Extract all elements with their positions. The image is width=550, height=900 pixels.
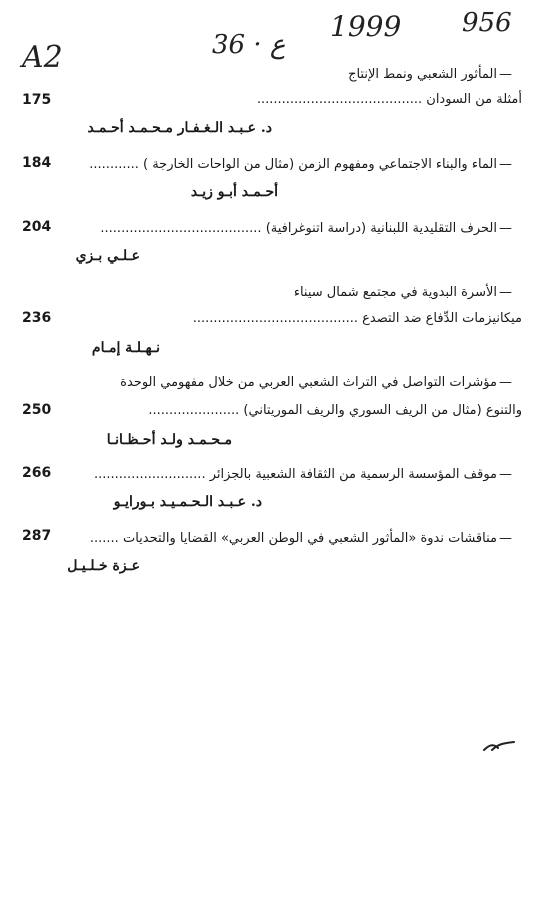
toc-entry-author: د. عـبـد الـغـفـار مـحـمـد أحـمـد [87,120,272,136]
toc-entry-title-line: — الحرف التقليدية اللبنانية (دراسة اتنوغرافية) ....................................... [100,220,512,238]
handwritten-mark-icon [482,738,516,754]
toc-page-number: 184 [22,155,52,171]
toc-page-number: 250 [22,402,52,418]
toc-entry-author: عـزة خـلـيـل [67,558,140,574]
handwritten-shelf-code: A2 [22,40,63,75]
toc-entry-title-line: ميكانيزمات الدِّفاع ضد التصدع ........................................ [192,311,522,326]
toc-entry-author: أحـمـد أبـو زيـد [190,184,278,200]
toc-page-number: 175 [22,92,52,108]
toc-entry-title-line: — موقف المؤسسة الرسمية من الثقافة الشعبية بالجزائر ........................... [94,466,512,484]
toc-entry-title-line: والتنوع (مثال من الريف السوري والريف الموريتاني) ...................... [148,403,522,418]
toc-entry-title-line: — مناقشات ندوة «المأثور الشعبي في الوطن العربي» القضايا والتحديات ....... [90,530,512,548]
handwritten-number: 956 [462,8,512,38]
toc-page-number: 204 [22,219,52,235]
toc-page-number: 266 [22,465,52,481]
toc-entry-author: مـحـمـد ولـد أحـظـانـا [106,432,232,448]
toc-entry-title-line: — الماء والبناء الاجتماعي ومفهوم الزمن (مثال من الواحات الخارجة ) ............ [89,156,512,174]
handwritten-year: 1999 [330,10,402,43]
toc-entry-title-line: — مؤشرات التواصل في التراث الشعبي العربي من خلال مفهومي الوحدة [120,374,512,392]
toc-entry-title-line: — المأثور الشعبي ونمط الإنتاج [348,66,512,84]
toc-entry-author: د. عـبـد الـحـمـيـد بـورايـو [113,494,262,510]
toc-page-number: 287 [22,528,52,544]
toc-entry-author: عـلـي بـزي [75,248,140,264]
toc-page-number: 236 [22,310,52,326]
toc-entry-author: نـهـلـة إمـام [91,340,160,356]
toc-entry-title-line: — الأسرة البدوية في مجتمع شمال سيناء [294,284,512,302]
handwritten-volume-note: 36 · ع [212,30,286,60]
toc-entry-title-line: أمثلة من السودان ........................................ [256,92,522,107]
